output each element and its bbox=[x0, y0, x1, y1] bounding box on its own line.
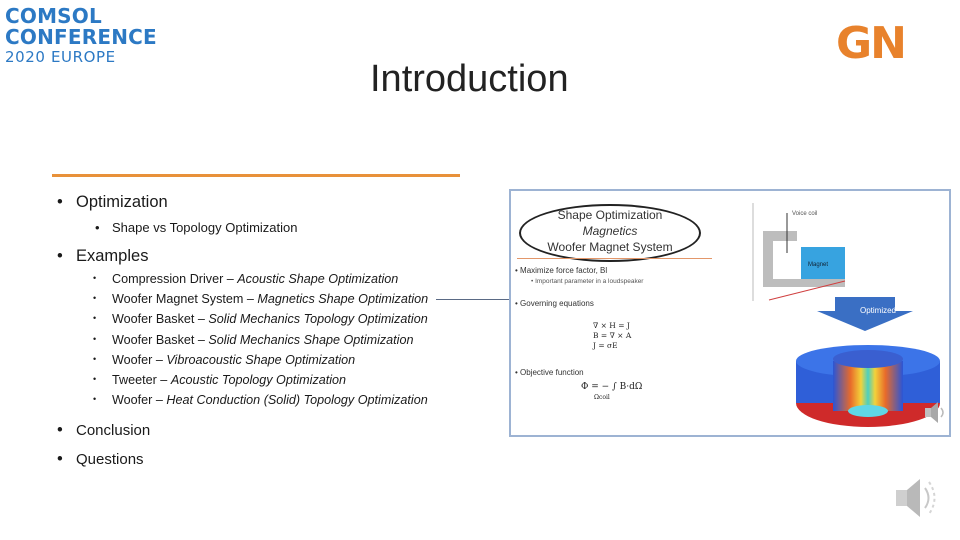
bullet-dot: • bbox=[93, 394, 97, 405]
figure-point-1-sub: • Important parameter in a loudspeaker bbox=[531, 278, 644, 285]
title-underline bbox=[52, 174, 460, 177]
example-method: Acoustic Shape Optimization bbox=[237, 272, 399, 286]
equation-4: Φ = − ∫ B·dΩ bbox=[581, 382, 643, 392]
figure-point-1: • Maximize force factor, Bl bbox=[515, 266, 608, 275]
bullet-dot: • bbox=[93, 333, 97, 344]
figure-point-2: • Governing equations bbox=[515, 299, 594, 308]
example-name: Woofer Magnet System – bbox=[112, 292, 254, 307]
equation-4-subscript: Ωcoil bbox=[594, 394, 610, 401]
audio-speaker-icon[interactable] bbox=[892, 474, 944, 522]
example-name: Tweeter – bbox=[112, 372, 168, 387]
example-method: Heat Conduction (Solid) Topology Optimization bbox=[166, 393, 428, 408]
figure-heading-1: Shape Optimization bbox=[557, 208, 663, 222]
bullet-dot: • bbox=[93, 353, 97, 364]
slide-title: Introduction bbox=[370, 58, 569, 100]
logo-line-1: COMSOL bbox=[5, 4, 102, 28]
bullet-label: Examples bbox=[76, 247, 149, 265]
example-name: Woofer Basket – bbox=[112, 332, 205, 347]
bullet-dot: • bbox=[93, 293, 97, 304]
example-method: Solid Mechanics Topology Optimization bbox=[208, 312, 428, 327]
list-item bbox=[93, 292, 438, 312]
bullet-optimization bbox=[57, 193, 168, 212]
list-item bbox=[93, 333, 438, 353]
bullet-label: Conclusion bbox=[76, 422, 151, 439]
list-item bbox=[93, 353, 438, 373]
figure-panel bbox=[509, 189, 951, 437]
bullet-questions bbox=[57, 450, 144, 469]
connector-line bbox=[436, 299, 510, 300]
bullet-examples bbox=[57, 247, 148, 266]
bullet-dot: • bbox=[93, 373, 97, 384]
example-method: Solid Mechanics Shape Optimization bbox=[208, 332, 414, 347]
logo-line-2: CONFERENCE bbox=[5, 25, 157, 49]
bullet-dot: • bbox=[57, 421, 63, 439]
example-name: Compression Driver – bbox=[112, 272, 234, 286]
figure-heading-2: Magnetics bbox=[582, 224, 638, 238]
equation-3: J = σE bbox=[593, 341, 618, 350]
list-item bbox=[93, 373, 438, 393]
example-name: Woofer – bbox=[112, 393, 163, 408]
bullet-dot: • bbox=[95, 220, 100, 235]
bullet-dot: • bbox=[93, 313, 97, 324]
bullet-optimization-sub bbox=[95, 220, 297, 235]
figure-point-3: • Objective function bbox=[515, 368, 584, 377]
equation-1: ∇ × H = J bbox=[593, 321, 630, 330]
list-item bbox=[93, 272, 438, 292]
example-name: Woofer Basket – bbox=[112, 312, 205, 327]
list-item bbox=[93, 312, 438, 332]
examples-list bbox=[93, 272, 438, 413]
bullet-label: Optimization bbox=[76, 193, 168, 211]
example-name: Woofer – bbox=[112, 352, 163, 367]
magnet-label: Magnet bbox=[808, 262, 829, 268]
gn-logo: GN bbox=[836, 18, 905, 69]
example-method: Acoustic Topology Optimization bbox=[170, 372, 347, 387]
logo-line-3: 2020 EUROPE bbox=[5, 48, 116, 66]
bullet-conclusion bbox=[57, 421, 150, 440]
example-method: Magnetics Shape Optimization bbox=[257, 292, 429, 307]
bullet-dot: • bbox=[57, 247, 63, 265]
bullet-label: Questions bbox=[76, 451, 144, 468]
figure-heading-3: Woofer Magnet System bbox=[547, 240, 673, 254]
equation-2: B = ∇ × A bbox=[593, 331, 632, 340]
list-item bbox=[93, 393, 438, 413]
example-method: Vibroacoustic Shape Optimization bbox=[166, 352, 356, 367]
bullet-sub-label: Shape vs Topology Optimization bbox=[112, 220, 298, 235]
figure-divider bbox=[517, 258, 712, 259]
audio-speaker-icon[interactable] bbox=[923, 399, 947, 427]
bullet-dot: • bbox=[57, 450, 63, 468]
bullet-dot: • bbox=[93, 273, 97, 283]
optimized-label: Optimized bbox=[859, 306, 896, 315]
bullet-dot: • bbox=[57, 193, 63, 211]
voice-coil-label: Voice coil bbox=[792, 211, 818, 217]
